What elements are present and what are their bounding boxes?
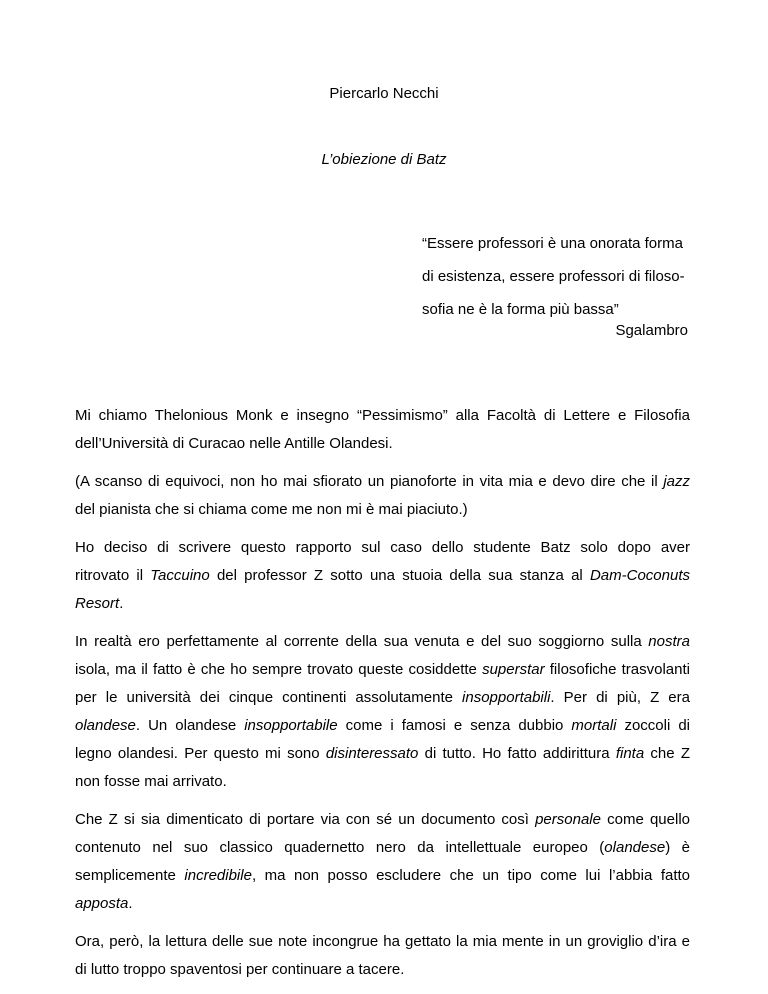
- text-run: . Un olandese: [135, 717, 245, 734]
- author-name: Piercarlo Necchi: [329, 85, 439, 102]
- text-run: filosofiche trasvolanti: [544, 661, 690, 678]
- emphasis: insopportabile: [244, 717, 338, 734]
- text-line: Mi chiamo Thelonious Monk e insegno “Pessimismo” alla Facoltà di Lettere e Filosofia: [75, 407, 690, 424]
- paragraph: [75, 402, 690, 458]
- emphasis: Taccuino: [150, 567, 210, 584]
- emphasis: Resort: [75, 595, 120, 612]
- text-line: di lutto troppo spaventosi per continuare a tacere.: [75, 961, 405, 978]
- emphasis: olandese: [604, 839, 666, 856]
- text-run: ritrovato il: [75, 567, 151, 584]
- text-run: isola, ma il fatto è che ho sempre trovato queste cosiddette: [75, 661, 483, 678]
- text-line: [75, 712, 690, 740]
- epigraph-line: di esistenza, essere professori di filoso-: [422, 268, 685, 285]
- emphasis: disinteressato: [325, 745, 419, 762]
- text-run: Che Z si sia dimenticato di portare via con sé un documento così: [75, 811, 536, 828]
- paragraph: [75, 928, 690, 984]
- text-line: del pianista che si chiama come me non mi è mai piaciuto.): [75, 501, 468, 518]
- emphasis: olandese: [75, 717, 136, 734]
- text-run: di tutto. Ho fatto addirittura: [418, 745, 616, 762]
- text-run: , ma non posso escludere che un tipo come lui l’abbia fatto: [251, 867, 691, 884]
- emphasis: apposta: [75, 895, 129, 912]
- text-line: non fosse mai arrivato.: [75, 773, 227, 790]
- epigraph-line: sofia ne è la forma più bassa”: [422, 301, 619, 318]
- paragraph: [75, 534, 690, 618]
- emphasis: personale: [535, 811, 601, 828]
- text-line: dell’Università di Curacao nelle Antille Olandesi.: [75, 435, 393, 452]
- text-line: [75, 656, 690, 684]
- emphasis: superstar: [482, 661, 545, 678]
- text-run: semplicemente: [75, 867, 185, 884]
- text-run: che Z: [644, 745, 690, 762]
- text-line: [75, 890, 690, 918]
- emphasis: finta: [615, 745, 645, 762]
- emphasis: insopportabili: [462, 689, 551, 706]
- text-run: per le università dei cinque continenti assolutamente: [75, 689, 463, 706]
- emphasis: Dam-Coconuts: [589, 567, 690, 584]
- paragraph: [75, 468, 690, 524]
- text-line: [75, 862, 690, 890]
- text-line: [75, 628, 690, 656]
- text-run: .: [128, 895, 133, 912]
- text-run: . Per di più, Z era: [550, 689, 690, 706]
- epigraph: [422, 233, 688, 341]
- text-run: ) è: [665, 839, 690, 856]
- epigraph-attribution: Sgalambro: [615, 322, 688, 339]
- text-run: legno olandesi. Per questo mi sono: [75, 745, 326, 762]
- text-line: [75, 684, 690, 712]
- text-run: del professor Z sotto una stuoia della sua stanza al: [209, 567, 590, 584]
- text-line: [75, 740, 690, 768]
- text-line: Ora, però, la lettura delle sue note incongrue ha gettato la mia mente in un groviglio d’ira e: [75, 933, 690, 950]
- body-text: [75, 402, 690, 994]
- emphasis: incredibile: [184, 867, 252, 884]
- text-line: [75, 468, 690, 496]
- text-run: zoccoli di: [616, 717, 690, 734]
- text-line: [75, 590, 690, 618]
- emphasis: nostra: [648, 633, 690, 650]
- paragraph: [75, 628, 690, 796]
- text-run: (A scanso di equivoci, non ho mai sfiorato un pianoforte in vita mia e devo dire che il: [75, 473, 664, 490]
- text-line: [75, 834, 690, 862]
- text-line: [75, 806, 690, 834]
- text-run: .: [119, 595, 124, 612]
- emphasis: jazz: [663, 473, 690, 490]
- text-run: come i famosi e senza dubbio: [337, 717, 572, 734]
- text-run: In realtà ero perfettamente al corrente della sua venuta e del suo soggiorno sulla: [75, 633, 649, 650]
- emphasis: mortali: [571, 717, 617, 734]
- text-line: Ho deciso di scrivere questo rapporto sul caso dello studente Batz solo dopo aver: [75, 539, 690, 556]
- paragraph: [75, 806, 690, 918]
- text-run: come quello: [600, 811, 690, 828]
- document-title: L’obiezione di Batz: [321, 151, 447, 168]
- epigraph-line: “Essere professori è una onorata forma: [422, 235, 683, 252]
- text-run: contenuto nel suo classico quadernetto nero da intellettuale europeo (: [75, 839, 605, 856]
- text-line: [75, 562, 690, 590]
